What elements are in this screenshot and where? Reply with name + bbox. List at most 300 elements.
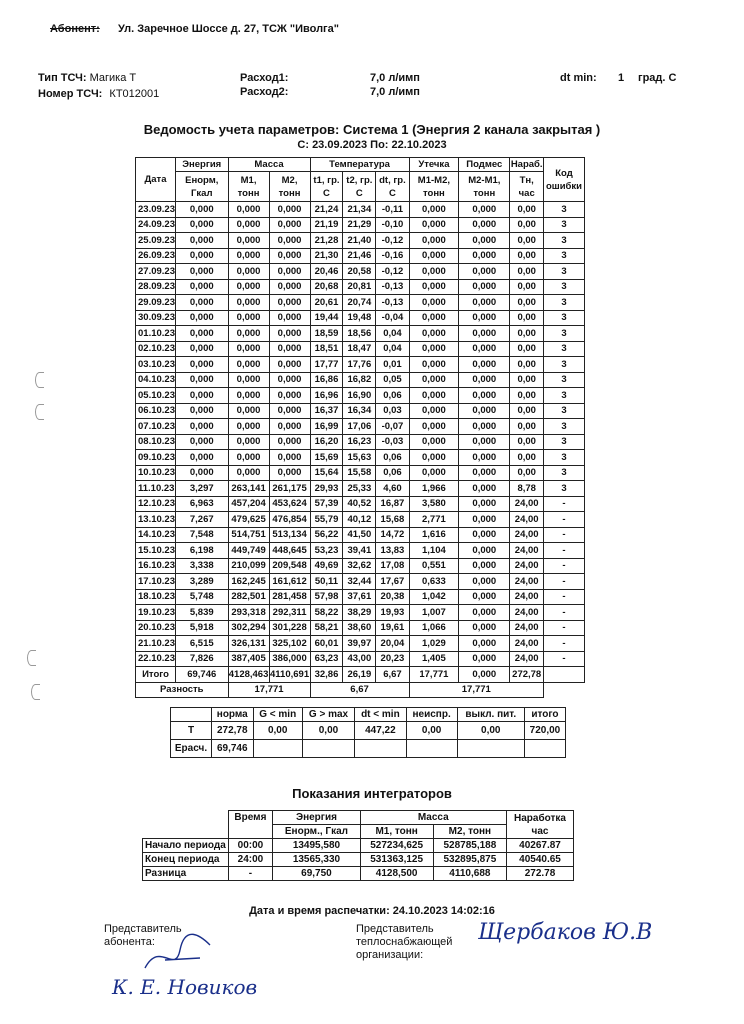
table-cell: 282,501 (228, 589, 269, 605)
table-row (136, 558, 585, 574)
table-cell: 0,000 (409, 341, 459, 357)
table-cell: 20,74 (343, 295, 376, 311)
table-cell: 0,000 (459, 295, 510, 311)
table-cell: 16,86 (310, 372, 343, 388)
table-cell: 0,00 (510, 357, 544, 373)
row-date: 20.10.23 (136, 620, 176, 636)
row-date: 07.10.23 (136, 419, 176, 435)
table-cell: 16,87 (376, 496, 409, 512)
summary-e-empty (524, 740, 565, 758)
table-cell: 0,00 (510, 450, 544, 466)
table-cell: 0,000 (459, 589, 510, 605)
table-cell: 40,52 (343, 496, 376, 512)
table-cell: 387,405 (228, 651, 269, 667)
table-cell: 0,000 (228, 295, 269, 311)
table-cell: 1,405 (409, 651, 459, 667)
table-cell: - (544, 558, 585, 574)
table-row (136, 388, 585, 404)
table-cell: 20,58 (343, 264, 376, 280)
dtmin-unit: град. С (638, 72, 677, 84)
row-date: 02.10.23 (136, 341, 176, 357)
integrator-cell: 4128,500 (360, 867, 433, 881)
table-row (136, 651, 585, 667)
table-cell: 0,000 (269, 248, 310, 264)
table-cell: - (544, 512, 585, 528)
table-cell: 0,000 (459, 450, 510, 466)
table-row (136, 326, 585, 342)
table-cell: 0,000 (175, 341, 228, 357)
table-cell: 21,28 (310, 233, 343, 249)
table-cell: 513,134 (269, 527, 310, 543)
table-cell: 162,245 (228, 574, 269, 590)
totals-cell: 6,67 (376, 667, 409, 683)
row-date: 17.10.23 (136, 574, 176, 590)
table-cell: 0,000 (459, 388, 510, 404)
table-cell: 0,000 (459, 605, 510, 621)
tsch-number-value: КТ012001 (109, 88, 160, 100)
table-cell: 0,000 (269, 310, 310, 326)
report-title: Ведомость учета параметров: Система 1 (Энергия 2 канала закрытая ) (143, 122, 601, 137)
row-date: 10.10.23 (136, 465, 176, 481)
integrator-cell: 13495,580 (273, 839, 360, 853)
table-cell: 19,61 (376, 620, 409, 636)
table-cell: 0,00 (510, 217, 544, 233)
table-cell: 0,000 (228, 465, 269, 481)
table-cell: 0,000 (269, 372, 310, 388)
table-row (136, 620, 585, 636)
table-cell: 6,963 (175, 496, 228, 512)
row-date: 23.09.23 (136, 202, 176, 218)
table-cell: 3 (544, 465, 585, 481)
table-cell: 16,90 (343, 388, 376, 404)
sub-header: М1, тонн (228, 172, 269, 202)
signature-left-mark (140, 930, 220, 980)
table-cell: - (544, 636, 585, 652)
table-cell: 0,000 (269, 233, 310, 249)
group-temperature: Температура (310, 158, 409, 172)
table-cell: 16,34 (343, 403, 376, 419)
table-cell: 38,60 (343, 620, 376, 636)
table-cell: 60,01 (310, 636, 343, 652)
subscriber-label: Абонент: (50, 23, 100, 35)
diff-row (136, 682, 585, 698)
table-cell: 0,000 (409, 295, 459, 311)
table-cell: 0,000 (175, 403, 228, 419)
table-cell: 3 (544, 279, 585, 295)
table-cell: 0,000 (459, 217, 510, 233)
table-cell: 479,625 (228, 512, 269, 528)
table-cell: 24,00 (510, 620, 544, 636)
table-cell: 386,000 (269, 651, 310, 667)
table-cell: 0,000 (175, 248, 228, 264)
table-cell: 3 (544, 403, 585, 419)
table-cell: 24,00 (510, 605, 544, 621)
table-cell: 0,000 (269, 326, 310, 342)
table-cell: 3 (544, 434, 585, 450)
table-cell: 1,616 (409, 527, 459, 543)
main-table (135, 157, 585, 698)
table-cell: 0,000 (409, 217, 459, 233)
table-cell: 21,24 (310, 202, 343, 218)
table-cell: 0,00 (510, 233, 544, 249)
table-cell: -0,04 (376, 310, 409, 326)
table-cell: 53,23 (310, 543, 343, 559)
table-cell: 0,000 (269, 434, 310, 450)
table-cell: 57,39 (310, 496, 343, 512)
table-cell: - (544, 620, 585, 636)
summary-table (170, 707, 566, 758)
integrator-cell: 532895,875 (433, 853, 506, 867)
summary-t-cell: 0,00 (457, 722, 524, 740)
table-cell: 0,000 (228, 403, 269, 419)
table-cell: 325,102 (269, 636, 310, 652)
table-cell: 20,81 (343, 279, 376, 295)
table-cell: 0,03 (376, 403, 409, 419)
totals-cell: 32,86 (310, 667, 343, 683)
col-time: Время (228, 811, 273, 839)
table-cell: 3 (544, 264, 585, 280)
table-cell: 0,05 (376, 372, 409, 388)
summary-e-empty (302, 740, 354, 758)
table-cell: 32,62 (343, 558, 376, 574)
summary-header: итого (524, 708, 565, 722)
table-cell: 1,066 (409, 620, 459, 636)
table-cell: 0,000 (409, 326, 459, 342)
table-cell: 8,78 (510, 481, 544, 497)
table-cell: 0,000 (269, 264, 310, 280)
table-cell: 15,69 (310, 450, 343, 466)
table-cell: 0,00 (510, 465, 544, 481)
col-hours: Наработка час (507, 811, 574, 839)
row-date: 04.10.23 (136, 372, 176, 388)
diff-empty (544, 682, 585, 698)
integrator-cell: 527234,625 (360, 839, 433, 853)
table-cell: -0,13 (376, 295, 409, 311)
table-cell: 24,00 (510, 636, 544, 652)
integrator-cell: 4110,688 (433, 867, 506, 881)
summary-t-cell: 720,00 (524, 722, 565, 740)
table-row (136, 512, 585, 528)
table-cell: 0,00 (510, 202, 544, 218)
table-cell: 18,56 (343, 326, 376, 342)
table-cell: 0,000 (409, 372, 459, 388)
row-date: 22.10.23 (136, 651, 176, 667)
table-cell: 17,06 (343, 419, 376, 435)
diff-mass: 17,771 (228, 682, 310, 698)
sub-header: Енорм, Гкал (175, 172, 228, 202)
table-cell: 0,000 (409, 248, 459, 264)
table-cell: 0,000 (175, 279, 228, 295)
sub-header: t2, гр. С (343, 172, 376, 202)
table-cell: 0,000 (459, 527, 510, 543)
table-cell: 0,000 (459, 419, 510, 435)
table-cell: 0,000 (228, 264, 269, 280)
table-cell: 20,61 (310, 295, 343, 311)
table-cell: 3,289 (175, 574, 228, 590)
table-cell: 0,000 (228, 217, 269, 233)
table-cell: 41,50 (343, 527, 376, 543)
table-cell: 0,000 (269, 403, 310, 419)
table-cell: 39,41 (343, 543, 376, 559)
totals-cell: 17,771 (409, 667, 459, 683)
table-cell: 39,97 (343, 636, 376, 652)
table-cell: 14,72 (376, 527, 409, 543)
table-cell: 24,00 (510, 496, 544, 512)
flow2-label: Расход2: (240, 86, 289, 98)
table-cell: 3 (544, 450, 585, 466)
table-row (136, 310, 585, 326)
table-row (136, 481, 585, 497)
table-cell: 0,000 (459, 279, 510, 295)
table-cell: - (544, 543, 585, 559)
table-cell: 161,612 (269, 574, 310, 590)
integrator-cell: 272.78 (507, 867, 574, 881)
table-cell: 0,000 (228, 450, 269, 466)
table-cell: 15,58 (343, 465, 376, 481)
summary-header: норма (212, 708, 254, 722)
sub-m1: М1, тонн (360, 825, 433, 839)
row-date: 13.10.23 (136, 512, 176, 528)
table-cell: 0,000 (409, 465, 459, 481)
table-row (136, 574, 585, 590)
table-cell: 3 (544, 357, 585, 373)
table-cell: 5,918 (175, 620, 228, 636)
table-cell: 0,000 (269, 357, 310, 373)
table-cell: 17,08 (376, 558, 409, 574)
table-cell: 0,000 (409, 403, 459, 419)
totals-cell: 272,78 (510, 667, 544, 683)
table-cell: 0,000 (269, 295, 310, 311)
table-cell: 0,000 (269, 279, 310, 295)
table-cell: 0,00 (510, 341, 544, 357)
table-cell: 21,34 (343, 202, 376, 218)
table-cell: 2,771 (409, 512, 459, 528)
summary-t-cell: 0,00 (406, 722, 457, 740)
table-cell: 18,51 (310, 341, 343, 357)
table-cell: 453,624 (269, 496, 310, 512)
row-date: 16.10.23 (136, 558, 176, 574)
table-cell: 58,22 (310, 605, 343, 621)
table-cell: 24,00 (510, 558, 544, 574)
group-energy: Энергия (175, 158, 228, 172)
sub-header: М2-М1, тонн (459, 172, 510, 202)
table-cell: 0,00 (510, 295, 544, 311)
table-cell: 24,00 (510, 527, 544, 543)
table-cell: 0,000 (459, 543, 510, 559)
totals-cell: 69,746 (175, 667, 228, 683)
totals-cell: Итого (136, 667, 176, 683)
totals-empty (544, 667, 585, 683)
tsch-number-label: Номер ТСЧ: КТ012001 (38, 88, 160, 100)
totals-cell: 26,19 (343, 667, 376, 683)
table-cell: 0,000 (175, 450, 228, 466)
table-cell: - (544, 527, 585, 543)
table-cell: 448,645 (269, 543, 310, 559)
table-cell: 449,749 (228, 543, 269, 559)
table-cell: 0,000 (459, 481, 510, 497)
row-date: 14.10.23 (136, 527, 176, 543)
col-error: Код ошибки (544, 158, 585, 202)
table-cell: 0,000 (459, 233, 510, 249)
table-cell: 49,69 (310, 558, 343, 574)
table-row (136, 636, 585, 652)
table-cell: 29,93 (310, 481, 343, 497)
table-cell: -0,07 (376, 419, 409, 435)
table-cell: 0,00 (510, 310, 544, 326)
summary-t-cell: 0,00 (253, 722, 302, 740)
signature-right: Щербаков Ю.В (478, 920, 653, 945)
report-period: С: 23.09.2023 По: 22.10.2023 (297, 139, 447, 151)
table-cell: 0,000 (459, 574, 510, 590)
table-cell: 0,000 (175, 434, 228, 450)
table-cell: 0,000 (409, 434, 459, 450)
table-cell: 37,61 (343, 589, 376, 605)
table-cell: 0,000 (409, 264, 459, 280)
table-cell: 15,64 (310, 465, 343, 481)
table-cell: -0,16 (376, 248, 409, 264)
table-cell: 24,00 (510, 589, 544, 605)
table-row (136, 372, 585, 388)
table-cell: 32,44 (343, 574, 376, 590)
integrator-cell: 40267.87 (507, 839, 574, 853)
table-cell: 40,12 (343, 512, 376, 528)
integrator-cell: 00:00 (228, 839, 273, 853)
sub-header: М1-М2, тонн (409, 172, 459, 202)
table-cell: 25,33 (343, 481, 376, 497)
flow1-value: 7,0 л/имп (370, 72, 420, 84)
diff-temp: 6,67 (310, 682, 409, 698)
summary-t-cell: 272,78 (212, 722, 254, 740)
table-cell: 0,000 (459, 496, 510, 512)
table-cell: 0,000 (175, 310, 228, 326)
table-cell: 38,29 (343, 605, 376, 621)
table-cell: 63,23 (310, 651, 343, 667)
table-cell: 0,000 (459, 434, 510, 450)
table-cell: 56,22 (310, 527, 343, 543)
table-row (136, 233, 585, 249)
table-cell: 0,000 (459, 202, 510, 218)
integrator-cell: 40540.65 (507, 853, 574, 867)
table-cell: 19,48 (343, 310, 376, 326)
table-cell: 16,82 (343, 372, 376, 388)
row-date: 27.09.23 (136, 264, 176, 280)
table-cell: 0,000 (228, 388, 269, 404)
table-cell: 457,204 (228, 496, 269, 512)
integrator-cell: 13565,330 (273, 853, 360, 867)
table-cell: 20,46 (310, 264, 343, 280)
table-cell: 3 (544, 372, 585, 388)
table-cell: 16,37 (310, 403, 343, 419)
table-cell: -0,12 (376, 264, 409, 280)
table-cell: 0,000 (409, 202, 459, 218)
table-row (136, 434, 585, 450)
table-cell: 0,00 (510, 264, 544, 280)
table-cell: 0,000 (459, 558, 510, 574)
table-cell: 17,76 (343, 357, 376, 373)
table-cell: 19,44 (310, 310, 343, 326)
summary-e-empty (253, 740, 302, 758)
col-date: Дата (136, 158, 176, 202)
table-cell: 0,000 (409, 279, 459, 295)
table-cell: 1,966 (409, 481, 459, 497)
summary-e-empty (406, 740, 457, 758)
table-row (136, 527, 585, 543)
table-cell: 0,551 (409, 558, 459, 574)
row-date: 21.10.23 (136, 636, 176, 652)
binder-hole (31, 684, 40, 700)
table-cell: 0,00 (510, 403, 544, 419)
table-cell: 0,000 (175, 326, 228, 342)
tsch-type-label: Тип ТСЧ: Магика Т (38, 72, 137, 84)
table-row (136, 605, 585, 621)
table-cell: 19,93 (376, 605, 409, 621)
table-cell: 302,294 (228, 620, 269, 636)
integrator-cell: 528785,188 (433, 839, 506, 853)
summary-header: выкл. пит. (457, 708, 524, 722)
table-row (136, 279, 585, 295)
table-cell: 0,000 (228, 310, 269, 326)
table-cell: 0,000 (459, 651, 510, 667)
table-row (136, 589, 585, 605)
sub-header: Тн, час (510, 172, 544, 202)
table-cell: 0,000 (459, 512, 510, 528)
row-date: 15.10.23 (136, 543, 176, 559)
table-cell: 0,06 (376, 388, 409, 404)
table-cell: 24,00 (510, 574, 544, 590)
table-cell: 0,000 (228, 233, 269, 249)
sub-energy: Енорм., Гкал (273, 825, 360, 839)
table-cell: 0,000 (228, 202, 269, 218)
table-cell: 0,000 (409, 310, 459, 326)
integrator-cell: 531363,125 (360, 853, 433, 867)
table-cell: 292,311 (269, 605, 310, 621)
table-cell: 55,79 (310, 512, 343, 528)
table-cell: 0,00 (510, 419, 544, 435)
table-row (136, 295, 585, 311)
row-date: 29.09.23 (136, 295, 176, 311)
table-cell: 0,000 (409, 233, 459, 249)
table-cell: 5,748 (175, 589, 228, 605)
summary-e-label: Ерасч. (171, 740, 212, 758)
table-cell: 0,00 (510, 388, 544, 404)
table-cell: 0,000 (269, 388, 310, 404)
table-cell: 209,548 (269, 558, 310, 574)
binder-hole (27, 650, 36, 666)
integrator-row-label: Разница (143, 867, 229, 881)
table-cell: 6,198 (175, 543, 228, 559)
diff-leak: 17,771 (409, 682, 543, 698)
group-leak: Утечка (409, 158, 459, 172)
rep-supplier: Представитель теплоснабжающей организации: (356, 923, 453, 961)
summary-t-label: T (171, 722, 212, 740)
table-cell: 0,000 (459, 248, 510, 264)
table-cell: 21,40 (343, 233, 376, 249)
binder-hole (35, 372, 44, 388)
table-cell: 0,000 (459, 264, 510, 280)
table-cell: 301,228 (269, 620, 310, 636)
table-cell: 0,000 (459, 372, 510, 388)
table-cell: 1,104 (409, 543, 459, 559)
table-cell: 3 (544, 217, 585, 233)
summary-e-empty (355, 740, 407, 758)
table-cell: 16,96 (310, 388, 343, 404)
table-cell: 13,83 (376, 543, 409, 559)
table-cell: 0,000 (228, 357, 269, 373)
integrator-row-label: Конец периода (143, 853, 229, 867)
table-cell: 0,000 (175, 202, 228, 218)
row-date: 11.10.23 (136, 481, 176, 497)
table-cell: 3 (544, 310, 585, 326)
